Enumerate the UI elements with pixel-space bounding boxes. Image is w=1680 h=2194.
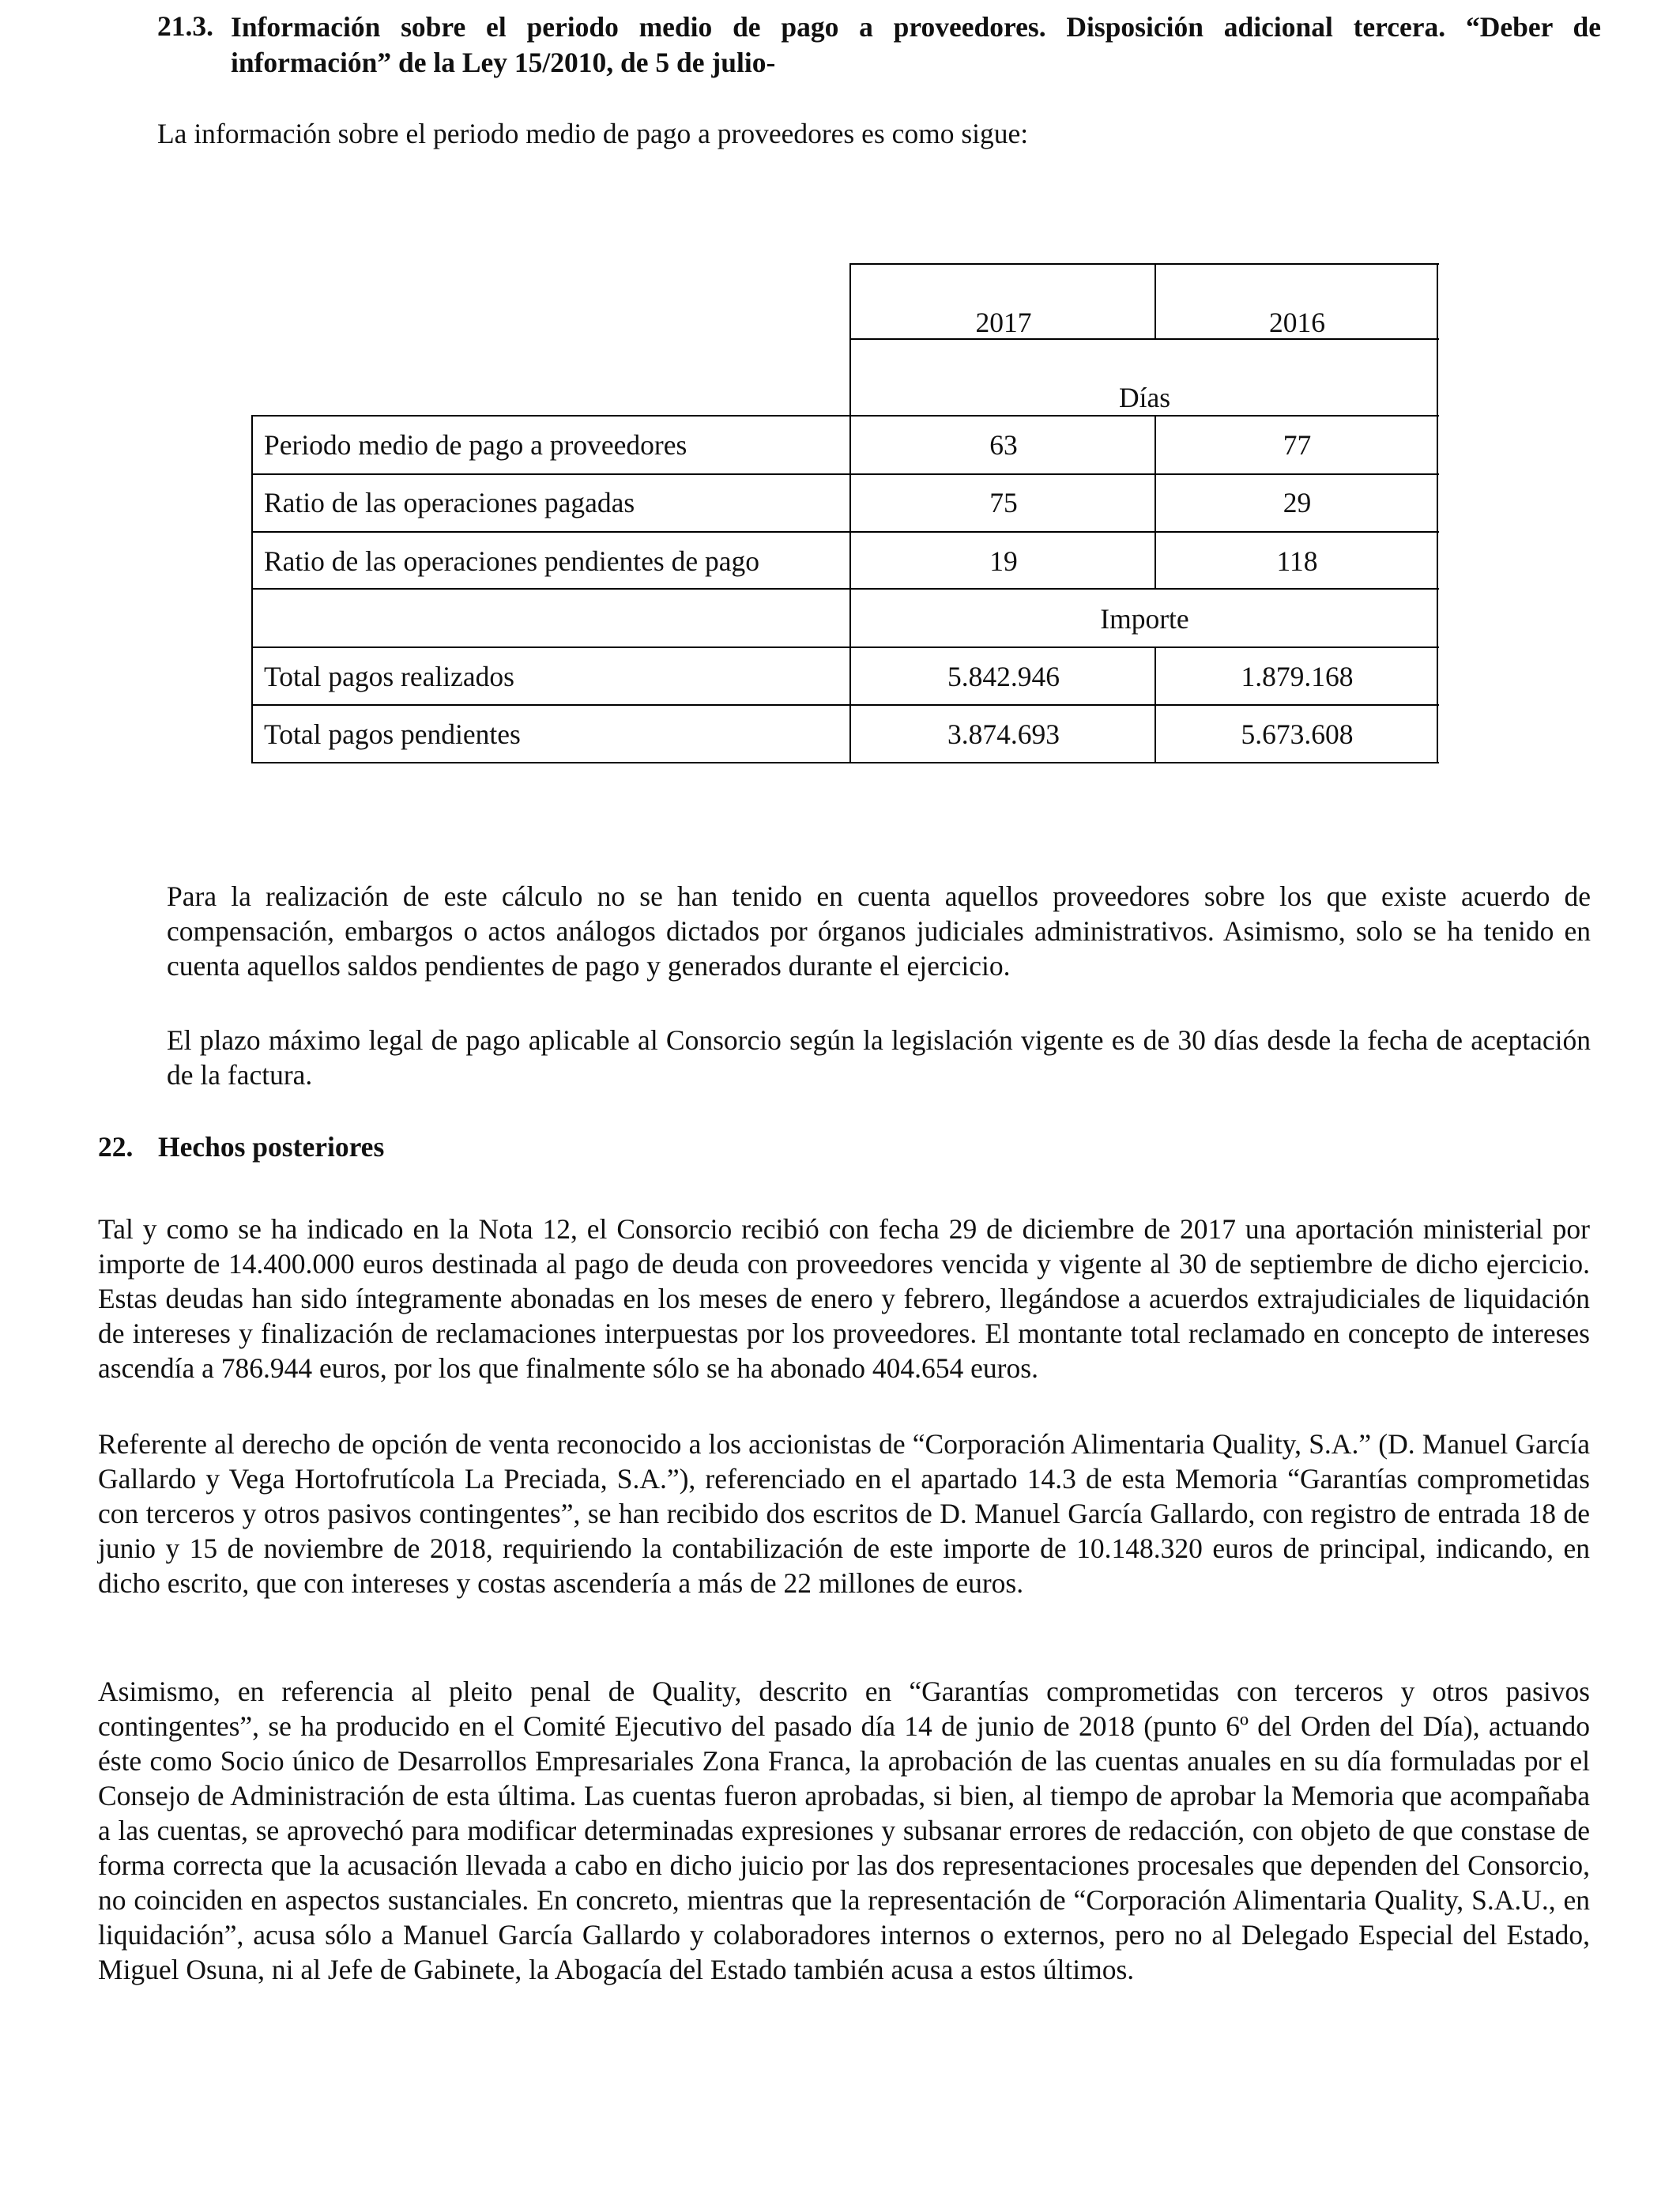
row-label: Ratio de las operaciones pagadas [264,487,635,518]
section-title [231,9,1601,81]
paragraph-calculation-note: Para la realización de este cálculo no se han tenido en cuenta aquellos proveedores sobre los que existe acuerdo de compensación, embargos o actos análogos dictados por órganos judiciales administrativos. Asimismo, solo se ha tenido en cuenta aquellos saldos pendientes de pago y generados durante el ejercicio. [167,880,1591,982]
column-header-2016: 2016 [1269,307,1325,338]
row-value-2016: 118 [1276,545,1318,577]
paragraph-criminal-case: Asimismo, en referencia al pleito penal de Quality, descrito en “Garantías comprometidas con terceros y otros pasivos contingentes”, se ha producido en el Comité Ejecutivo del pasado día 14 de junio de 2018 (punto 6º del Orden del Día), actuando éste como Socio único de Desarrollos Empresariales Zona Franca, la aprobación de las cuentas anuales en su día formuladas por el Consejo de Administración de esta última. Las cuentas fueron aprobadas, si bien, al tiempo de aprobar la Memoria que acompañaba a las cuentas, se aprovechó para modificar determinadas expresiones y subsanar errores de redacción, con objeto de que constase de forma correcta que la acusación llevada a cabo en dicho juicio por las dos representaciones procesales que dependen del Consorcio, no coinciden en aspectos sustanciales. En concreto, mientras que la representación de “Corporación Alimentaria Quality, S.A.U., en liquidación”, acusa sólo a Manuel García Gallardo y colaboradores internos o externos, pero no al Delegado Especial del Estado, Miguel Osuna, ni al Jefe de Gabinete, la Abogacía del Estado también acusa a estos últimos. [98,1676,1590,1985]
row-value-2017: 63 [989,429,1018,461]
row-value-2017: 75 [989,487,1018,518]
unit-label-days: Días [1118,382,1171,413]
row-value-2017: 5.842.946 [947,661,1060,692]
row-value-2016: 29 [1283,487,1312,518]
row-value-2016: 77 [1283,429,1312,461]
section-number: 21.3. [157,10,213,42]
row-value-2016: 1.879.168 [1241,661,1354,692]
row-label: Periodo medio de pago a proveedores [264,429,687,461]
section-title-line-2: información” de la Ley 15/2010, de 5 de julio- [231,47,776,78]
section-title: Hechos posteriores [158,1131,385,1163]
paragraph-put-option: Referente al derecho de opción de venta reconocido a los accionistas de “Corporación Alimentaria Quality, S.A.” (D. Manuel García Gallardo y Vega Hortofrutícola La Preciada, S.A.”), referenciado en el apartado 14.3 de esta Memoria “Garantías comprometidas con terceros y otros pasivos contingentes”, se han recibido dos escritos de D. Manuel García Gallardo, con registro de entrada 18 de junio y 15 de noviembre de 2018, requiriendo la contabilización de este importe de 10.148.320 euros de principal, indicando, en dicho escrito, que con intereses y costas ascendería a más de 22 millones de euros. [98,1428,1590,1599]
paragraph-ministerial-contribution: Tal y como se ha indicado en la Nota 12, el Consorcio recibió con fecha 29 de diciembre de 2017 una aportación ministerial por importe de 14.400.000 euros destinada al pago de deuda con proveedores vencida y vigente al 30 de septiembre de dicho ejercicio. Estas deudas han sido íntegramente abonadas en los meses de enero y febrero, llegándose a acuerdos extrajudiciales de liquidación de intereses y finalización de reclamaciones interpuestas por los proveedores. El montante total reclamado en concepto de intereses ascendía a 786.944 euros, por los que finalmente sólo se ha abonado 404.654 euros. [98,1213,1590,1384]
section-number: 22. [98,1131,134,1163]
row-value-2016: 5.673.608 [1241,718,1354,750]
row-label: Total pagos pendientes [264,718,521,750]
section-title-line-1: Información sobre el periodo medio de pago a proveedores. Disposición adicional tercera. “Deber de [231,11,1601,43]
row-value-2017: 19 [989,545,1018,577]
section-heading-22 [98,1130,384,1163]
column-header-2017: 2017 [975,307,1032,338]
paragraph-legal-term: El plazo máximo legal de pago aplicable al Consorcio según la legislación vigente es de 30 días desde la fecha de aceptación de la factura. [167,1024,1591,1091]
unit-label-amount: Importe [1100,603,1189,635]
row-label: Total pagos realizados [264,661,514,692]
row-value-2017: 3.874.693 [947,718,1060,750]
intro-text: La información sobre el periodo medio de pago a proveedores es como sigue: [157,118,1029,149]
row-label: Ratio de las operaciones pendientes de pago [264,545,759,577]
